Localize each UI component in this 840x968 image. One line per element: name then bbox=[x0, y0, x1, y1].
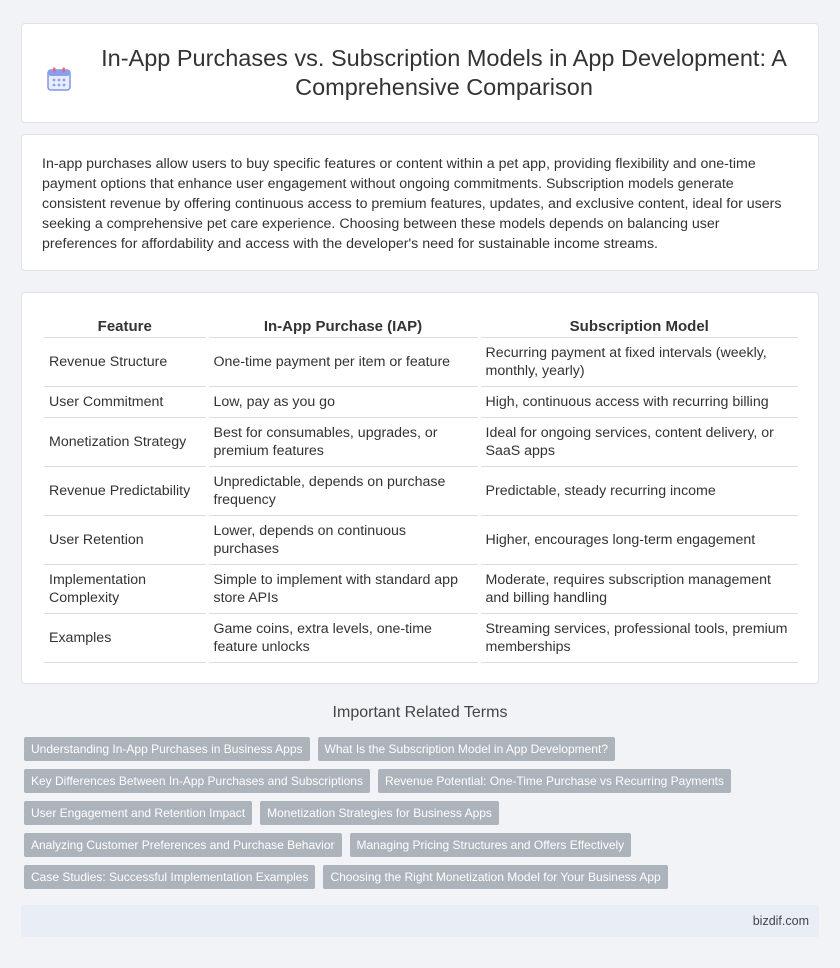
related-term-tag[interactable]: Choosing the Right Monetization Model for Your Business App bbox=[323, 865, 667, 889]
intro-card bbox=[21, 134, 819, 271]
footer bbox=[21, 905, 819, 937]
table-row bbox=[44, 338, 798, 387]
comparison-table bbox=[44, 309, 798, 663]
related-term-tag[interactable]: Monetization Strategies for Business Apps bbox=[260, 801, 499, 825]
related-term-tag[interactable]: Managing Pricing Structures and Offers Effectively bbox=[350, 833, 632, 857]
table-row bbox=[44, 387, 798, 418]
table-cell: Low, pay as you go bbox=[207, 387, 479, 418]
tag-row bbox=[24, 865, 804, 889]
related-terms-tags bbox=[24, 737, 804, 897]
table-cell: Best for consumables, upgrades, or premium features bbox=[207, 418, 479, 467]
related-term-tag[interactable]: Case Studies: Successful Implementation Examples bbox=[24, 865, 315, 889]
related-term-tag[interactable]: What Is the Subscription Model in App Development? bbox=[318, 737, 616, 761]
header-subscription: Subscription Model bbox=[479, 309, 798, 338]
table-cell: Unpredictable, depends on purchase frequency bbox=[207, 467, 479, 516]
table-cell: Higher, encourages long-term engagement bbox=[479, 516, 798, 565]
table-cell: Ideal for ongoing services, content delivery, or SaaS apps bbox=[479, 418, 798, 467]
table-row bbox=[44, 614, 798, 663]
table-cell: Revenue Predictability bbox=[44, 467, 207, 516]
table-cell: Moderate, requires subscription management and billing handling bbox=[479, 565, 798, 614]
tag-row bbox=[24, 801, 804, 825]
table-cell: Game coins, extra levels, one-time feature unlocks bbox=[207, 614, 479, 663]
table-cell: Implementation Complexity bbox=[44, 565, 207, 614]
table-cell: One-time payment per item or feature bbox=[207, 338, 479, 387]
related-term-tag[interactable]: Analyzing Customer Preferences and Purchase Behavior bbox=[24, 833, 342, 857]
related-term-tag[interactable]: Key Differences Between In-App Purchases and Subscriptions bbox=[24, 769, 370, 793]
tag-row bbox=[24, 769, 804, 793]
table-cell: High, continuous access with recurring billing bbox=[479, 387, 798, 418]
tag-row bbox=[24, 737, 804, 761]
table-cell: Lower, depends on continuous purchases bbox=[207, 516, 479, 565]
table-cell: Examples bbox=[44, 614, 207, 663]
intro-paragraph: In-app purchases allow users to buy specific features or content within a pet app, providing flexibility and one-time payment options that enhance user engagement without ongoing commitments. Subscription models generate consistent revenue by offering continuous access to premium features, updates, and exclusive content, ideal for users seeking a comprehensive pet care experience. Choosing between these models depends on balancing user preferences for affordability and access with the developer's need for sustainable income streams. bbox=[42, 156, 782, 252]
calendar-icon bbox=[46, 66, 72, 92]
table-row bbox=[44, 418, 798, 467]
table-cell: User Commitment bbox=[44, 387, 207, 418]
table-cell: Revenue Structure bbox=[44, 338, 207, 387]
related-term-tag[interactable]: Revenue Potential: One-Time Purchase vs Recurring Payments bbox=[378, 769, 731, 793]
page-title: In-App Purchases vs. Subscription Models in App Development: A Comprehensive Comparison bbox=[101, 45, 787, 100]
related-term-tag[interactable]: Understanding In-App Purchases in Business Apps bbox=[24, 737, 310, 761]
table-header-row bbox=[44, 309, 798, 338]
title-card bbox=[21, 23, 819, 123]
table-row bbox=[44, 565, 798, 614]
tag-row bbox=[24, 833, 804, 857]
header-feature: Feature bbox=[44, 309, 207, 338]
table-cell: Predictable, steady recurring income bbox=[479, 467, 798, 516]
header-iap: In-App Purchase (IAP) bbox=[207, 309, 479, 338]
table-cell: Recurring payment at fixed intervals (weekly, monthly, yearly) bbox=[479, 338, 798, 387]
table-cell: Simple to implement with standard app store APIs bbox=[207, 565, 479, 614]
table-row bbox=[44, 516, 798, 565]
table-cell: Streaming services, professional tools, premium memberships bbox=[479, 614, 798, 663]
table-cell: Monetization Strategy bbox=[44, 418, 207, 467]
comparison-table-card bbox=[21, 292, 819, 684]
table-row bbox=[44, 467, 798, 516]
footer-brand[interactable]: bizdif.com bbox=[752, 914, 809, 928]
related-terms-heading: Important Related Terms bbox=[332, 704, 508, 721]
related-term-tag[interactable]: User Engagement and Retention Impact bbox=[24, 801, 252, 825]
table-cell: User Retention bbox=[44, 516, 207, 565]
